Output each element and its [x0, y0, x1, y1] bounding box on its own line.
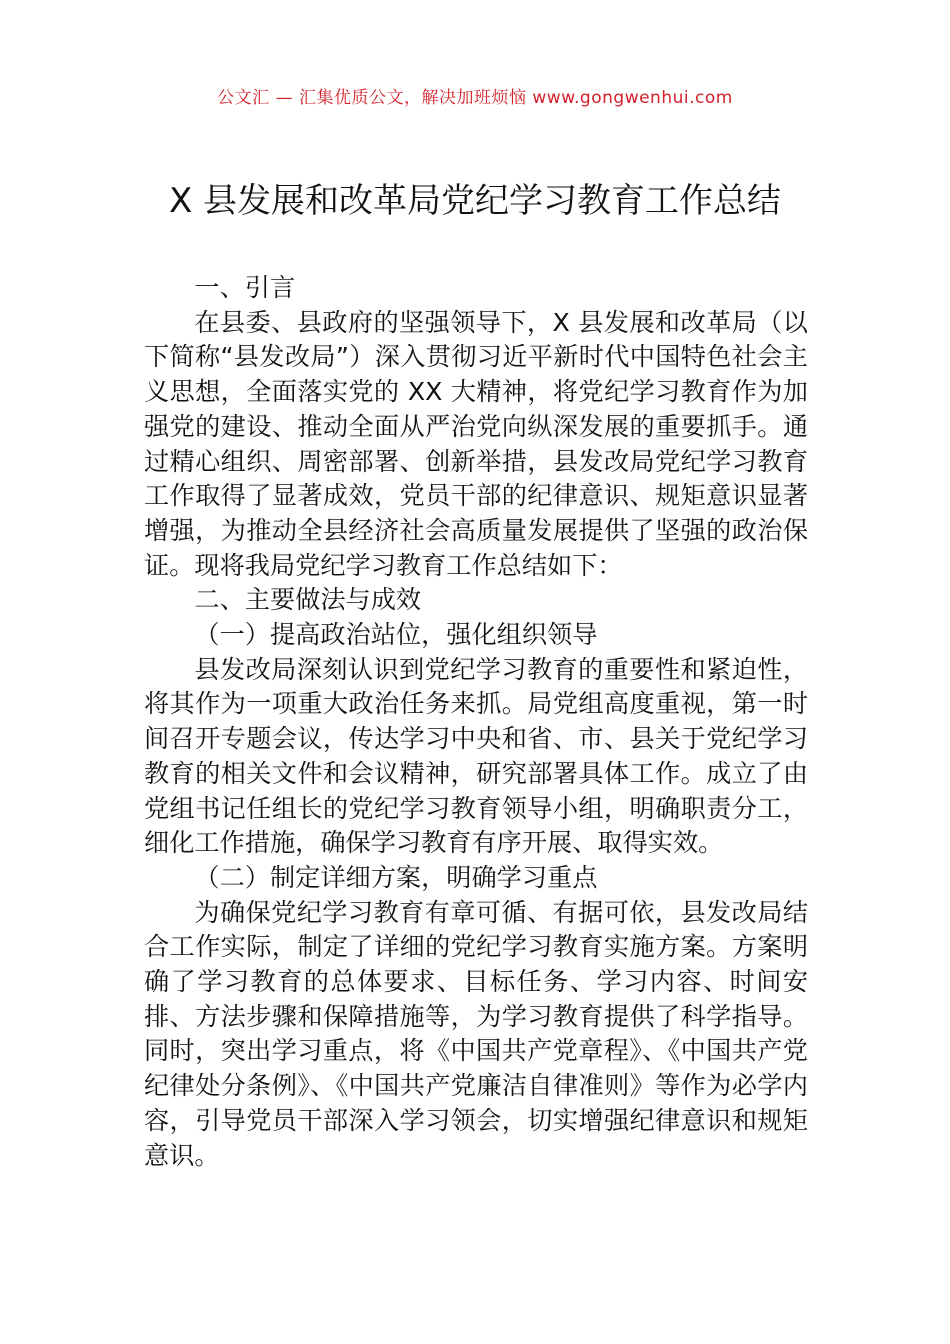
paragraph-detailed-plan: 为确保党纪学习教育有章可循、有据可依，县发改局结合工作实际，制定了详细的党纪学习教育实施方案。方案明确了学习教育的总体要求、目标任务、学习内容、时间安排、方法步骤和保障措施等，为学习教育提供了科学指导。同时，突出学习重点，将《中国共产党章程》、《中国共产党纪律处分条例》、《中国共产党廉洁自律准则》等作为必学内容，引导党员干部深入学习领会，切实增强纪律意识和规矩意识。	[144, 897, 808, 1170]
document-body	[144, 271, 808, 1173]
section-heading-main-practices: 二、主要做法与成效	[194, 585, 422, 615]
subsection-heading-detailed-plan: （二）制定详细方案，明确学习重点	[194, 862, 598, 892]
paragraph-introduction: 在县委、县政府的坚强领导下，X 县发展和改革局（以下简称“县发改局”）深入贯彻习近平新时代中国特色社会主义思想，全面落实党的 XX 大精神，将党纪学习教育作为加强党的建设、推动全面从严治党向纵深发展的重要抓手。通过精心组织、周密部署、创新举措，县发改局党纪学习教育工作取得了显著成效，党员干部的纪律意识、规矩意识显著增强，为推动全县经济社会高质量发展提供了坚强的政治保证。现将我局党纪学习教育工作总结如下：	[144, 307, 808, 580]
subsection-heading-political-stance: （一）提高政治站位，强化组织领导	[194, 620, 598, 650]
document-title: X 县发展和改革局党纪学习教育工作总结	[168, 181, 782, 221]
section-heading-introduction: 一、引言	[194, 273, 296, 302]
paragraph-political-stance: 县发改局深刻认识到党纪学习教育的重要性和紧迫性，将其作为一项重大政治任务来抓。局党组高度重视，第一时间召开专题会议，传达学习中央和省、市、县关于党纪学习教育的相关文件和会议精神，研究部署具体工作。成立了由党组书记任组长的党纪学习教育领导小组，明确职责分工，细化工作措施，确保学习教育有序开展、取得实效。	[144, 654, 808, 858]
header-banner[interactable]: 公文汇 — 汇集优质公文，解决加班烦恼 www.gongwenhui.com	[217, 88, 733, 108]
